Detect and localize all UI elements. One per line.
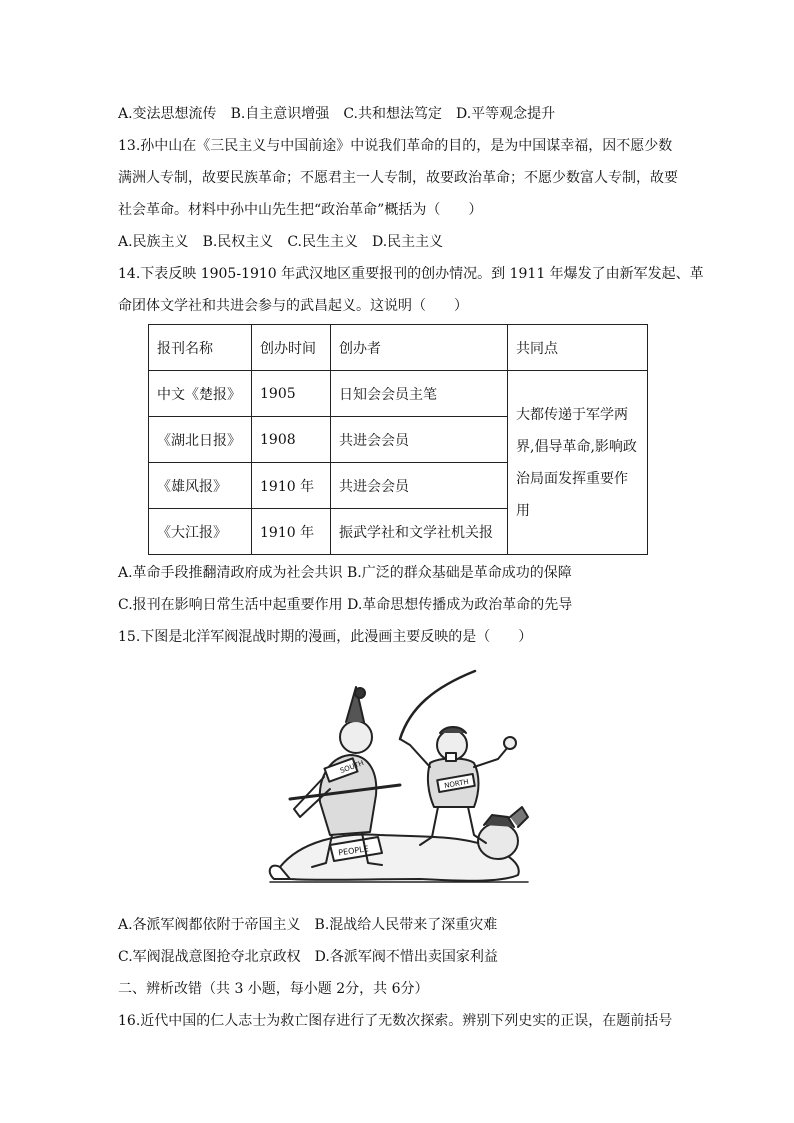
q13-options: [118, 226, 678, 258]
warlord-cartoon: [260, 667, 536, 895]
q15-option-line-2: C.军阀混战意图抢夺北京政权 D.各派军阀不惜出卖国家利益: [118, 949, 498, 965]
q13-stem-line-3: 社会革命。材料中孙中山先生把“政治革命”概括为（ ）: [118, 202, 483, 218]
q14-stem-line-1: 14.下表反映 1905-1910 年武汉地区重要报刊的创办情况。到 1911 年爆发了由新军发起、革: [118, 266, 704, 282]
q16-stem: 16.近代中国的仁人志士为救亡图存进行了无数次探索。辨别下列史实的正误，在题前括号: [118, 1013, 673, 1029]
cartoon-illustration: [260, 667, 536, 895]
table-cell-name: 中文《楚报》: [149, 371, 252, 417]
q13-option-a: A.民族主义: [118, 234, 189, 250]
q13-stem-line-2: 满洲人专制，故要民族革命；不愿君主一人专制，故要政治革命；不愿少数富人专制，故要: [118, 170, 678, 186]
q12-option-d: D.平等观念提升: [455, 106, 556, 122]
q12-option-a: A.变法思想流传: [118, 106, 217, 122]
table-cell-time: 1910 年: [252, 463, 331, 509]
table-header: 共同点: [508, 325, 648, 371]
cartoon-label-south: SOUTH: [339, 759, 365, 776]
table-row: [149, 371, 648, 417]
q13-option-b: B.民权主义: [202, 234, 274, 250]
q12-options: [118, 98, 678, 130]
table-cell-time: 1905: [252, 371, 331, 417]
table-cell-founder: 振武学社和文学社机关报: [331, 509, 508, 555]
table-header: 创办者: [331, 325, 508, 371]
table-cell-name: 《大江报》: [149, 509, 252, 555]
table-cell-name: 《湖北日报》: [149, 417, 252, 463]
table-header-row: [149, 325, 648, 371]
table-header: 创办时间: [252, 325, 331, 371]
section-2-title: 二、辨析改错（共 3 小题，每小题 2分，共 6分）: [118, 981, 429, 997]
q12-option-c: C.共和想法笃定: [343, 106, 442, 122]
table-cell-name: 《雄风报》: [149, 463, 252, 509]
q13-stem-line-1: 13.孙中山在《三民主义与中国前途》中说我们革命的目的，是为中国谋幸福，因不愿少数: [118, 138, 673, 154]
cartoon-label-north: NORTH: [443, 777, 470, 791]
q12-option-b: B.自主意识增强: [230, 106, 330, 122]
cartoon-label-people: PEOPLE: [337, 844, 370, 858]
table-header: 报刊名称: [149, 325, 252, 371]
q15-option-line-1: A.各派军阀都依附于帝国主义 B.混战给人民带来了深重灾难: [118, 917, 498, 933]
table-cell-time: 1910 年: [252, 509, 331, 555]
q14-stem-line-2: 命团体文学社和共进会参与的武昌起义。这说明（ ）: [118, 298, 468, 314]
newspaper-table: [148, 324, 648, 555]
table-cell-founder: 共进会会员: [331, 463, 508, 509]
table-cell-founder: 日知会会员主笔: [331, 371, 508, 417]
exam-page: [118, 98, 704, 1037]
table-cell-time: 1908: [252, 417, 331, 463]
q14-option-line-2: C.报刊在影响日常生活中起重要作用 D.革命思想传播成为政治革命的先导: [118, 597, 573, 613]
q15-stem: 15.下图是北洋军阀混战时期的漫画，此漫画主要反映的是（ ）: [118, 629, 533, 645]
q13-option-c: C.民生主义: [287, 234, 358, 250]
table-cell-founder: 共进会会员: [331, 417, 508, 463]
q14-option-line-1: A.革命手段推翻清政府成为社会共识 B.广泛的群众基础是革命成功的保障: [118, 565, 572, 581]
table-cell-shared: 大都传递于军学两界,倡导革命,影响政治局面发挥重要作用: [508, 371, 648, 555]
q13-option-d: D.民主主义: [371, 234, 444, 250]
